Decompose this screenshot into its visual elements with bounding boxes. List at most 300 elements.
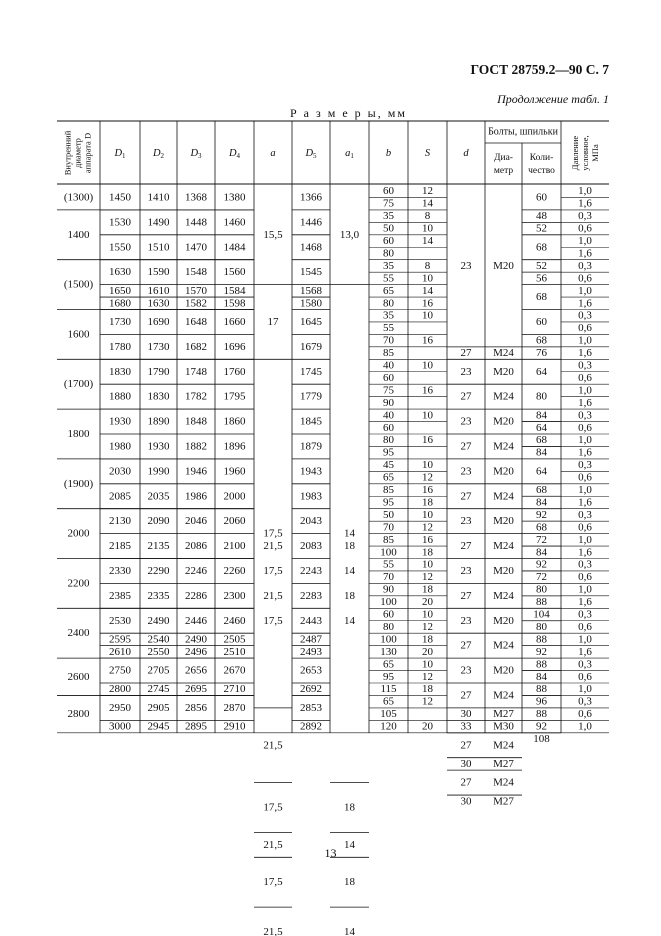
cell-b: 70 — [383, 521, 394, 534]
cell-pressure: 0,6 — [578, 571, 592, 584]
cell-a1: 14 — [344, 926, 355, 936]
cell-d3: 2656 — [185, 664, 207, 677]
cell-d1: 2330 — [109, 564, 131, 577]
cell-d5: 2243 — [300, 564, 322, 577]
cell-d3: 2286 — [185, 589, 207, 602]
cell-a: 17,5 — [263, 876, 283, 889]
cell-d5: 1645 — [300, 315, 322, 328]
cell-d3: 1448 — [185, 216, 207, 229]
cell-b: 55 — [383, 558, 394, 571]
cell-d2: 2945 — [147, 720, 170, 733]
cell-bolt-diameter: М20 — [493, 415, 514, 428]
cell-pressure: 0,3 — [578, 558, 592, 571]
cell-pressure: 0,6 — [578, 620, 592, 633]
cell-bolt-diameter: М24 — [493, 589, 514, 602]
cell-bolt-count: 92 — [536, 558, 547, 571]
cell-b: 70 — [383, 334, 394, 347]
cell-d3: 1748 — [185, 365, 207, 378]
cell-d2: 2490 — [147, 614, 170, 627]
cell-d4: 1760 — [223, 365, 246, 378]
cell-s: 10 — [422, 459, 433, 472]
cell-b: 100 — [380, 633, 397, 646]
cell-d: 23 — [460, 365, 472, 378]
cell-d: 27 — [460, 639, 472, 652]
cell-b: 75 — [383, 384, 394, 397]
cell-d2: 2745 — [147, 683, 170, 696]
cell-b: 60 — [383, 421, 394, 434]
cell-b: 100 — [380, 546, 397, 559]
cell-bolt-diameter: М20 — [493, 465, 514, 478]
cell-s: 16 — [422, 484, 433, 497]
cell-d4: 1560 — [223, 266, 246, 279]
cell-pressure: 0,3 — [578, 359, 592, 372]
header-bolt-count: чество — [528, 166, 555, 176]
cell-pressure: 0,3 — [578, 210, 592, 223]
cell-s: 8 — [424, 259, 431, 272]
cell-s: 20 — [422, 720, 433, 733]
cell-a1: 18 — [344, 876, 355, 889]
cell-d: 23 — [460, 259, 472, 272]
cell-d2: 1890 — [147, 415, 170, 428]
cell-s: 20 — [422, 645, 433, 658]
cell-a: 17,5 — [263, 527, 283, 540]
cell-b: 90 — [383, 396, 394, 409]
cell-pressure: 1,0 — [578, 434, 592, 447]
cell-bolt-diameter: М20 — [493, 664, 514, 677]
cell-d2: 1410 — [147, 191, 170, 204]
cell-b: 95 — [383, 446, 394, 459]
cell-d4: 1484 — [223, 241, 246, 254]
cell-inner-diameter: 2000 — [67, 527, 90, 540]
cell-b: 60 — [383, 608, 394, 621]
cell-bolt-diameter: М20 — [493, 259, 514, 272]
cell-d2: 1590 — [147, 266, 170, 279]
cell-inner-diameter: (1700) — [63, 378, 94, 391]
header-bolt-diameter: метр — [493, 166, 514, 176]
cell-d4: 1660 — [223, 315, 246, 328]
cell-a1: 18 — [344, 589, 355, 602]
cell-b: 95 — [383, 670, 394, 683]
cell-bolt-count: 72 — [536, 533, 547, 546]
cell-s: 20 — [422, 596, 433, 609]
cell-d4: 2300 — [223, 589, 246, 602]
cell-a: 21,5 — [263, 838, 283, 851]
cell-inner-diameter: 2200 — [67, 577, 90, 590]
cell-a1: 13,0 — [339, 228, 360, 241]
cell-s: 18 — [422, 546, 433, 559]
cell-b: 85 — [383, 533, 394, 546]
cell-b: 65 — [383, 695, 394, 708]
cell-s: 18 — [422, 583, 433, 596]
cell-d: 23 — [460, 614, 472, 627]
page-number: 13 — [324, 846, 337, 860]
cell-s: 10 — [422, 222, 433, 235]
cell-d4: 2100 — [223, 540, 246, 553]
cell-d2: 2905 — [147, 701, 170, 714]
cell-b: 80 — [383, 434, 394, 447]
cell-d4: 1598 — [223, 297, 246, 310]
cell-b: 85 — [383, 484, 394, 497]
cell-inner-diameter: (1900) — [63, 477, 94, 490]
cell-pressure: 0,3 — [578, 695, 592, 708]
cell-d: 23 — [460, 515, 472, 528]
cell-bolt-diameter: М20 — [493, 515, 514, 528]
cell-bolt-count: 84 — [536, 546, 547, 559]
cell-bolt-count: 60 — [536, 191, 547, 204]
cell-b: 65 — [383, 471, 394, 484]
cell-b: 50 — [383, 508, 394, 521]
cell-d3: 2856 — [185, 701, 207, 714]
cell-b: 75 — [383, 197, 394, 210]
cell-bolt-diameter: М24 — [493, 639, 514, 652]
cell-d4: 1696 — [223, 340, 246, 353]
cell-bolt-count: 64 — [536, 465, 547, 478]
cell-pressure: 1,6 — [578, 297, 592, 310]
cell-b: 115 — [380, 683, 397, 696]
cell-s: 10 — [422, 658, 433, 671]
cell-d4: 2910 — [223, 720, 246, 733]
cell-d5: 2443 — [300, 614, 322, 627]
cell-d1: 1780 — [109, 340, 131, 353]
cell-bolt-diameter: М24 — [493, 490, 514, 503]
cell-pressure: 0,6 — [578, 708, 592, 721]
cell-b: 55 — [383, 272, 394, 285]
cell-a1: 14 — [344, 614, 355, 627]
cell-s: 18 — [422, 496, 433, 509]
cell-pressure: 1,0 — [578, 284, 592, 297]
cell-d5: 1879 — [300, 440, 322, 453]
cell-d5: 1545 — [300, 266, 322, 279]
cell-inner-diameter: 2400 — [67, 627, 90, 640]
cell-s: 14 — [422, 235, 433, 248]
cell-d5: 1845 — [300, 415, 322, 428]
header-d4: $D_4$ — [228, 147, 241, 160]
cell-s: 10 — [422, 409, 433, 422]
cell-d2: 1510 — [147, 241, 170, 254]
cell-pressure: 1,6 — [578, 396, 592, 409]
cell-bolt-count: 48 — [536, 210, 547, 223]
cell-bolt-count: 80 — [536, 620, 547, 633]
cell-inner-diameter: (1500) — [63, 278, 94, 291]
cell-bolt-count: 88 — [536, 708, 547, 721]
cell-bolt-count: 88 — [536, 633, 547, 646]
cell-d1: 3000 — [109, 720, 131, 733]
cell-d2: 1830 — [147, 390, 170, 403]
cell-d5: 2653 — [300, 664, 322, 677]
cell-d1: 1450 — [109, 191, 131, 204]
cell-d5: 2043 — [300, 515, 322, 528]
cell-d2: 2090 — [147, 515, 170, 528]
cell-d2: 1690 — [147, 315, 170, 328]
cell-inner-diameter: 1600 — [67, 328, 90, 341]
cell-b: 105 — [380, 708, 397, 721]
cell-d2: 2540 — [147, 633, 170, 646]
cell-b: 40 — [383, 359, 394, 372]
cell-d3: 1986 — [185, 490, 207, 503]
cell-d1: 2130 — [109, 515, 131, 528]
cell-d3: 1946 — [185, 465, 207, 478]
cell-d: 27 — [460, 490, 472, 503]
cell-a: 21,5 — [263, 739, 283, 752]
cell-bolt-count: 104 — [533, 608, 550, 621]
cell-bolt-diameter: М27 — [493, 795, 514, 808]
cell-d3: 1882 — [185, 440, 207, 453]
cell-d4: 2510 — [223, 645, 246, 658]
cell-bolt-count: 60 — [536, 315, 547, 328]
cell-d1: 1650 — [109, 284, 131, 297]
cell-d: 30 — [460, 757, 472, 770]
cell-bolt-count: 84 — [536, 409, 547, 422]
cell-a1: 14 — [344, 564, 355, 577]
cell-d1: 2385 — [109, 589, 131, 602]
cell-s: 12 — [422, 185, 433, 198]
cell-pressure: 1,0 — [578, 185, 592, 198]
cell-d4: 1896 — [223, 440, 246, 453]
cell-d1: 1830 — [109, 365, 131, 378]
cell-bolt-count: 96 — [536, 695, 547, 708]
cell-inner-diameter: (1300) — [63, 191, 94, 204]
cell-d5: 2853 — [300, 701, 322, 714]
cell-b: 100 — [380, 596, 397, 609]
cell-pressure: 0,6 — [578, 421, 592, 434]
cell-d1: 1730 — [109, 315, 131, 328]
header-d: d — [463, 147, 469, 159]
cell-b: 60 — [383, 185, 394, 198]
cell-inner-diameter: 1400 — [67, 228, 90, 241]
header-pressure: МПа — [590, 144, 600, 162]
cell-d4: 2060 — [223, 515, 246, 528]
cell-inner-diameter: 2600 — [67, 670, 90, 683]
cell-pressure: 0,3 — [578, 459, 592, 472]
cell-b: 90 — [383, 583, 394, 596]
header-a1: $a_1$ — [345, 147, 354, 160]
cell-d4: 1860 — [223, 415, 246, 428]
cell-a: 17,5 — [263, 801, 283, 814]
cell-bolt-count: 84 — [536, 446, 547, 459]
cell-d3: 1848 — [185, 415, 207, 428]
cell-d1: 1630 — [109, 266, 131, 279]
cell-d: 30 — [460, 708, 472, 721]
cell-s: 16 — [422, 384, 433, 397]
cell-d5: 1580 — [300, 297, 322, 310]
cell-b: 120 — [380, 720, 397, 733]
cell-a: 21,5 — [263, 926, 283, 936]
cell-bolt-diameter: М27 — [493, 757, 514, 770]
cell-a1: 18 — [344, 801, 355, 814]
cell-d2: 1930 — [147, 440, 170, 453]
cell-a1: 14 — [344, 527, 355, 540]
cell-pressure: 0,3 — [578, 658, 592, 671]
cell-d4: 1795 — [223, 390, 246, 403]
cell-d5: 2892 — [300, 720, 322, 733]
cell-a: 17 — [267, 315, 279, 328]
cell-bolt-count: 68 — [536, 334, 547, 347]
cell-s: 16 — [422, 297, 433, 310]
cell-b: 95 — [383, 496, 394, 509]
cell-s: 18 — [422, 683, 433, 696]
cell-s: 16 — [422, 533, 433, 546]
cell-pressure: 1,0 — [578, 683, 592, 696]
cell-s: 16 — [422, 334, 433, 347]
cell-s: 10 — [422, 558, 433, 571]
cell-d: 27 — [460, 540, 472, 553]
cell-d1: 1930 — [109, 415, 131, 428]
cell-d3: 1548 — [185, 266, 207, 279]
cell-d3: 2490 — [185, 633, 207, 646]
cell-bolt-count: 52 — [536, 259, 547, 272]
cell-pressure: 0,6 — [578, 471, 592, 484]
cell-s: 10 — [422, 309, 433, 322]
cell-s: 12 — [422, 521, 433, 534]
cell-bolt-count: 68 — [536, 291, 547, 304]
cell-a1: 18 — [344, 540, 355, 553]
cell-pressure: 1,0 — [578, 583, 592, 596]
cell-pressure: 1,0 — [578, 334, 592, 347]
cell-bolt-diameter: М20 — [493, 564, 514, 577]
cell-s: 14 — [422, 197, 433, 210]
cell-bolt-diameter: М30 — [493, 720, 514, 733]
cell-d: 27 — [460, 689, 472, 702]
cell-bolt-diameter: М24 — [493, 347, 514, 360]
cell-bolt-count: 84 — [536, 670, 547, 683]
cell-b: 80 — [383, 247, 394, 260]
cell-d5: 1679 — [300, 340, 322, 353]
cell-d3: 1648 — [185, 315, 207, 328]
header-d5: $D_5$ — [305, 147, 317, 160]
cell-d3: 2895 — [185, 720, 207, 733]
cell-b: 85 — [383, 347, 394, 360]
cell-d3: 2496 — [185, 645, 207, 658]
cell-d5: 2083 — [300, 540, 322, 553]
cell-s: 12 — [422, 670, 433, 683]
cell-d5: 1568 — [300, 284, 322, 297]
cell-d1: 2030 — [109, 465, 131, 478]
cell-bolt-count: 52 — [536, 222, 547, 235]
cell-bolt-diameter: М20 — [493, 614, 514, 627]
header-s: S — [424, 147, 431, 159]
cell-d5: 1446 — [300, 216, 322, 229]
cell-d1: 1530 — [109, 216, 131, 229]
cell-d1: 1880 — [109, 390, 131, 403]
cell-bolt-count: 84 — [536, 496, 547, 509]
cell-bolt-count: 92 — [536, 645, 547, 658]
cell-d3: 1682 — [185, 340, 207, 353]
cell-d4: 2870 — [223, 701, 246, 714]
cell-b: 70 — [383, 571, 394, 584]
cell-b: 65 — [383, 284, 394, 297]
header-a: a — [270, 147, 276, 159]
cell-d: 27 — [460, 440, 472, 453]
header-bolt-count: Коли- — [529, 153, 554, 163]
header-pressure: условное, — [580, 135, 590, 171]
cell-pressure: 0,3 — [578, 409, 592, 422]
cell-d2: 2550 — [147, 645, 170, 658]
cell-d2: 1610 — [147, 284, 170, 297]
cell-d2: 1490 — [147, 216, 170, 229]
header-d2: $D_2$ — [152, 147, 165, 160]
cell-d2: 2335 — [147, 589, 170, 602]
cell-d4: 1380 — [223, 191, 246, 204]
cell-d4: 1960 — [223, 465, 246, 478]
cell-bolt-count: 88 — [536, 596, 547, 609]
cell-d2: 1790 — [147, 365, 170, 378]
cell-d3: 1470 — [185, 241, 207, 254]
cell-d5: 1366 — [300, 191, 322, 204]
cell-d4: 2710 — [223, 683, 246, 696]
cell-b: 50 — [383, 222, 394, 235]
cell-pressure: 1,6 — [578, 197, 592, 210]
cell-d3: 1368 — [185, 191, 207, 204]
cell-s: 12 — [422, 620, 433, 633]
cell-s: 10 — [422, 359, 433, 372]
cell-b: 60 — [383, 371, 394, 384]
cell-d1: 2610 — [109, 645, 131, 658]
cell-b: 60 — [383, 235, 394, 248]
cell-d2: 2290 — [147, 564, 170, 577]
cell-bolt-count: 64 — [536, 421, 547, 434]
cell-bolt-diameter: М24 — [493, 776, 514, 789]
cell-d: 27 — [460, 776, 472, 789]
cell-d3: 1582 — [185, 297, 207, 310]
cell-d: 23 — [460, 664, 472, 677]
cell-d2: 1990 — [147, 465, 170, 478]
cell-d5: 1468 — [300, 241, 322, 254]
cell-d4: 1584 — [223, 284, 246, 297]
cell-pressure: 0,6 — [578, 272, 592, 285]
cell-b: 130 — [380, 645, 397, 658]
cell-bolt-count: 68 — [536, 521, 547, 534]
cell-d1: 2185 — [109, 540, 131, 553]
cell-a: 17,5 — [263, 614, 283, 627]
cell-d2: 1630 — [147, 297, 170, 310]
cell-d1: 2950 — [109, 701, 131, 714]
cell-d4: 2000 — [223, 490, 246, 503]
cell-d3: 2246 — [185, 564, 207, 577]
cell-d5: 2283 — [300, 589, 322, 602]
cell-s: 10 — [422, 272, 433, 285]
cell-pressure: 1,6 — [578, 596, 592, 609]
cell-bolt-count: 88 — [536, 683, 547, 696]
cell-bolt-count: 68 — [536, 434, 547, 447]
cell-inner-diameter: 1800 — [67, 428, 90, 440]
cell-d1: 2750 — [109, 664, 131, 677]
cell-bolt-count: 92 — [536, 508, 547, 521]
cell-pressure: 0,6 — [578, 521, 592, 534]
cell-d1: 1550 — [109, 241, 131, 254]
cell-d4: 2260 — [223, 564, 246, 577]
cell-b: 80 — [383, 620, 394, 633]
header-bolts: Болты, шпильки — [488, 126, 558, 138]
cell-pressure: 1,0 — [578, 720, 592, 733]
header-b: b — [385, 147, 392, 159]
cell-pressure: 1,6 — [578, 446, 592, 459]
cell-bolt-diameter: М27 — [493, 708, 514, 721]
header-d1: $D_1$ — [114, 147, 126, 160]
cell-d4: 2670 — [223, 664, 246, 677]
cell-d1: 2530 — [109, 614, 131, 627]
cell-bolt-diameter: М24 — [493, 390, 514, 403]
cell-b: 45 — [383, 459, 394, 472]
cell-d: 23 — [460, 415, 472, 428]
cell-bolt-count: 68 — [536, 484, 547, 497]
cell-d4: 1460 — [223, 216, 246, 229]
cell-bolt-count: 108 — [533, 733, 550, 746]
document-number: ГОСТ 28759.2—90 С. 7 — [470, 62, 609, 77]
cell-bolt-count: 80 — [536, 583, 547, 596]
cell-b: 80 — [383, 297, 394, 310]
cell-bolt-count: 72 — [536, 571, 547, 584]
cell-d: 27 — [460, 390, 472, 403]
